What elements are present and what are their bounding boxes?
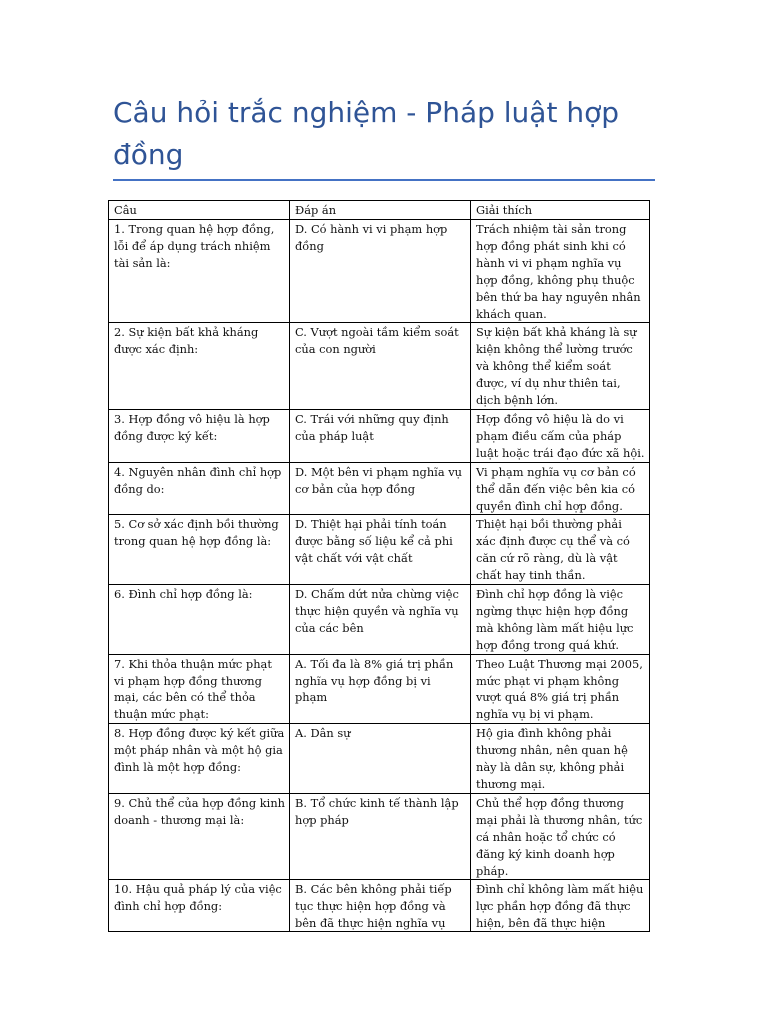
explanation-text: Đình chỉ không làm mất hiệu lực phần hợp đồng đã thực hiện, bên đã thực hiện (476, 882, 644, 931)
table-row (109, 724, 650, 794)
answer-cell (290, 880, 471, 932)
table-header-row (109, 201, 650, 220)
explanation-cell: Sự kiện bất khả kháng là sự kiện không thể lường trước và không thể kiểm soát được, ví dụ như thiên tai, dịch bệnh lớn. (471, 323, 650, 410)
answer-cell: C. Vượt ngoài tầm kiểm soát của con người (290, 323, 471, 410)
question-cell: 2. Sự kiện bất khả kháng được xác định: (109, 323, 290, 410)
table-row (109, 323, 650, 410)
answer-cell: A. Tối đa là 8% giá trị phần nghĩa vụ hợp đồng bị vi phạm (290, 654, 471, 724)
explanation-cell: Hộ gia đình không phải thương nhân, nên quan hệ này là dân sự, không phải thương mại. (471, 724, 650, 794)
question-text: 10. Hậu quả pháp lý của việc đình chỉ hợp đồng: (114, 882, 282, 914)
title-underline (113, 179, 655, 181)
question-cell: 7. Khi thỏa thuận mức phạt vi phạm hợp đồng thương mại, các bên có thể thỏa thuận mức phạt: (109, 654, 290, 724)
answer-cell: D. Có hành vi vi phạm hợp đồng (290, 220, 471, 323)
answer-cell: D. Một bên vi phạm nghĩa vụ cơ bản của hợp đồng (290, 462, 471, 515)
answer-cell: C. Trái với những quy định của pháp luật (290, 409, 471, 462)
table-row (109, 462, 650, 515)
table-row (109, 585, 650, 655)
question-cell: 4. Nguyên nhân đình chỉ hợp đồng do: (109, 462, 290, 515)
explanation-cell: Vi phạm nghĩa vụ cơ bản có thể dẫn đến việc bên kia có quyền đình chỉ hợp đồng. (471, 462, 650, 515)
explanation-cell: Theo Luật Thương mại 2005, mức phạt vi phạm không vượt quá 8% giá trị phần nghĩa vụ bị vi phạm. (471, 654, 650, 724)
question-cell: 8. Hợp đồng được ký kết giữa một pháp nhân và một hộ gia đình là một hợp đồng: (109, 724, 290, 794)
header-question: Câu (109, 201, 290, 220)
document-title: Câu hỏi trắc nghiệm - Pháp luật hợp đồng (113, 96, 619, 171)
table-row (109, 220, 650, 323)
explanation-cell: Chủ thể hợp đồng thương mại phải là thương nhân, tức cá nhân hoặc tổ chức có đăng ký kinh doanh hợp pháp. (471, 793, 650, 880)
table-row (109, 654, 650, 724)
quiz-table (108, 200, 650, 932)
question-cell: 6. Đình chỉ hợp đồng là: (109, 585, 290, 655)
question-cell: 3. Hợp đồng vô hiệu là hợp đồng được ký kết: (109, 409, 290, 462)
answer-cell: D. Thiệt hại phải tính toán được bằng số liệu kể cả phi vật chất với vật chất (290, 515, 471, 585)
question-cell: 5. Cơ sở xác định bồi thường trong quan hệ hợp đồng là: (109, 515, 290, 585)
explanation-cell: Hợp đồng vô hiệu là do vi phạm điều cấm của pháp luật hoặc trái đạo đức xã hội. (471, 409, 650, 462)
header-answer: Đáp án (290, 201, 471, 220)
explanation-cell: Đình chỉ hợp đồng là việc ngừng thực hiện hợp đồng mà không làm mất hiệu lực hợp đồng trong quá khứ. (471, 585, 650, 655)
question-cell (109, 880, 290, 932)
answer-cell: D. Chấm dứt nửa chừng việc thực hiện quyền và nghĩa vụ của các bên (290, 585, 471, 655)
explanation-cell: Thiệt hại bồi thường phải xác định được cụ thể và có căn cứ rõ ràng, dù là vật chất hay tinh thần. (471, 515, 650, 585)
table-row (109, 880, 650, 932)
table-row (109, 793, 650, 880)
explanation-cell: Trách nhiệm tài sản trong hợp đồng phát sinh khi có hành vi vi phạm nghĩa vụ hợp đồng, không phụ thuộc bên thứ ba hay nguyên nhân khách quan. (471, 220, 650, 323)
table-row (109, 409, 650, 462)
table-row (109, 515, 650, 585)
header-explanation: Giải thích (471, 201, 650, 220)
answer-text: B. Các bên không phải tiếp tục thực hiện hợp đồng và bên đã thực hiện nghĩa vụ (295, 882, 452, 931)
answer-cell: B. Tổ chức kinh tế thành lập hợp pháp (290, 793, 471, 880)
question-cell: 9. Chủ thể của hợp đồng kinh doanh - thương mại là: (109, 793, 290, 880)
question-cell: 1. Trong quan hệ hợp đồng, lỗi để áp dụng trách nhiệm tài sản là: (109, 220, 290, 323)
answer-cell: A. Dân sự (290, 724, 471, 794)
explanation-cell (471, 880, 650, 932)
